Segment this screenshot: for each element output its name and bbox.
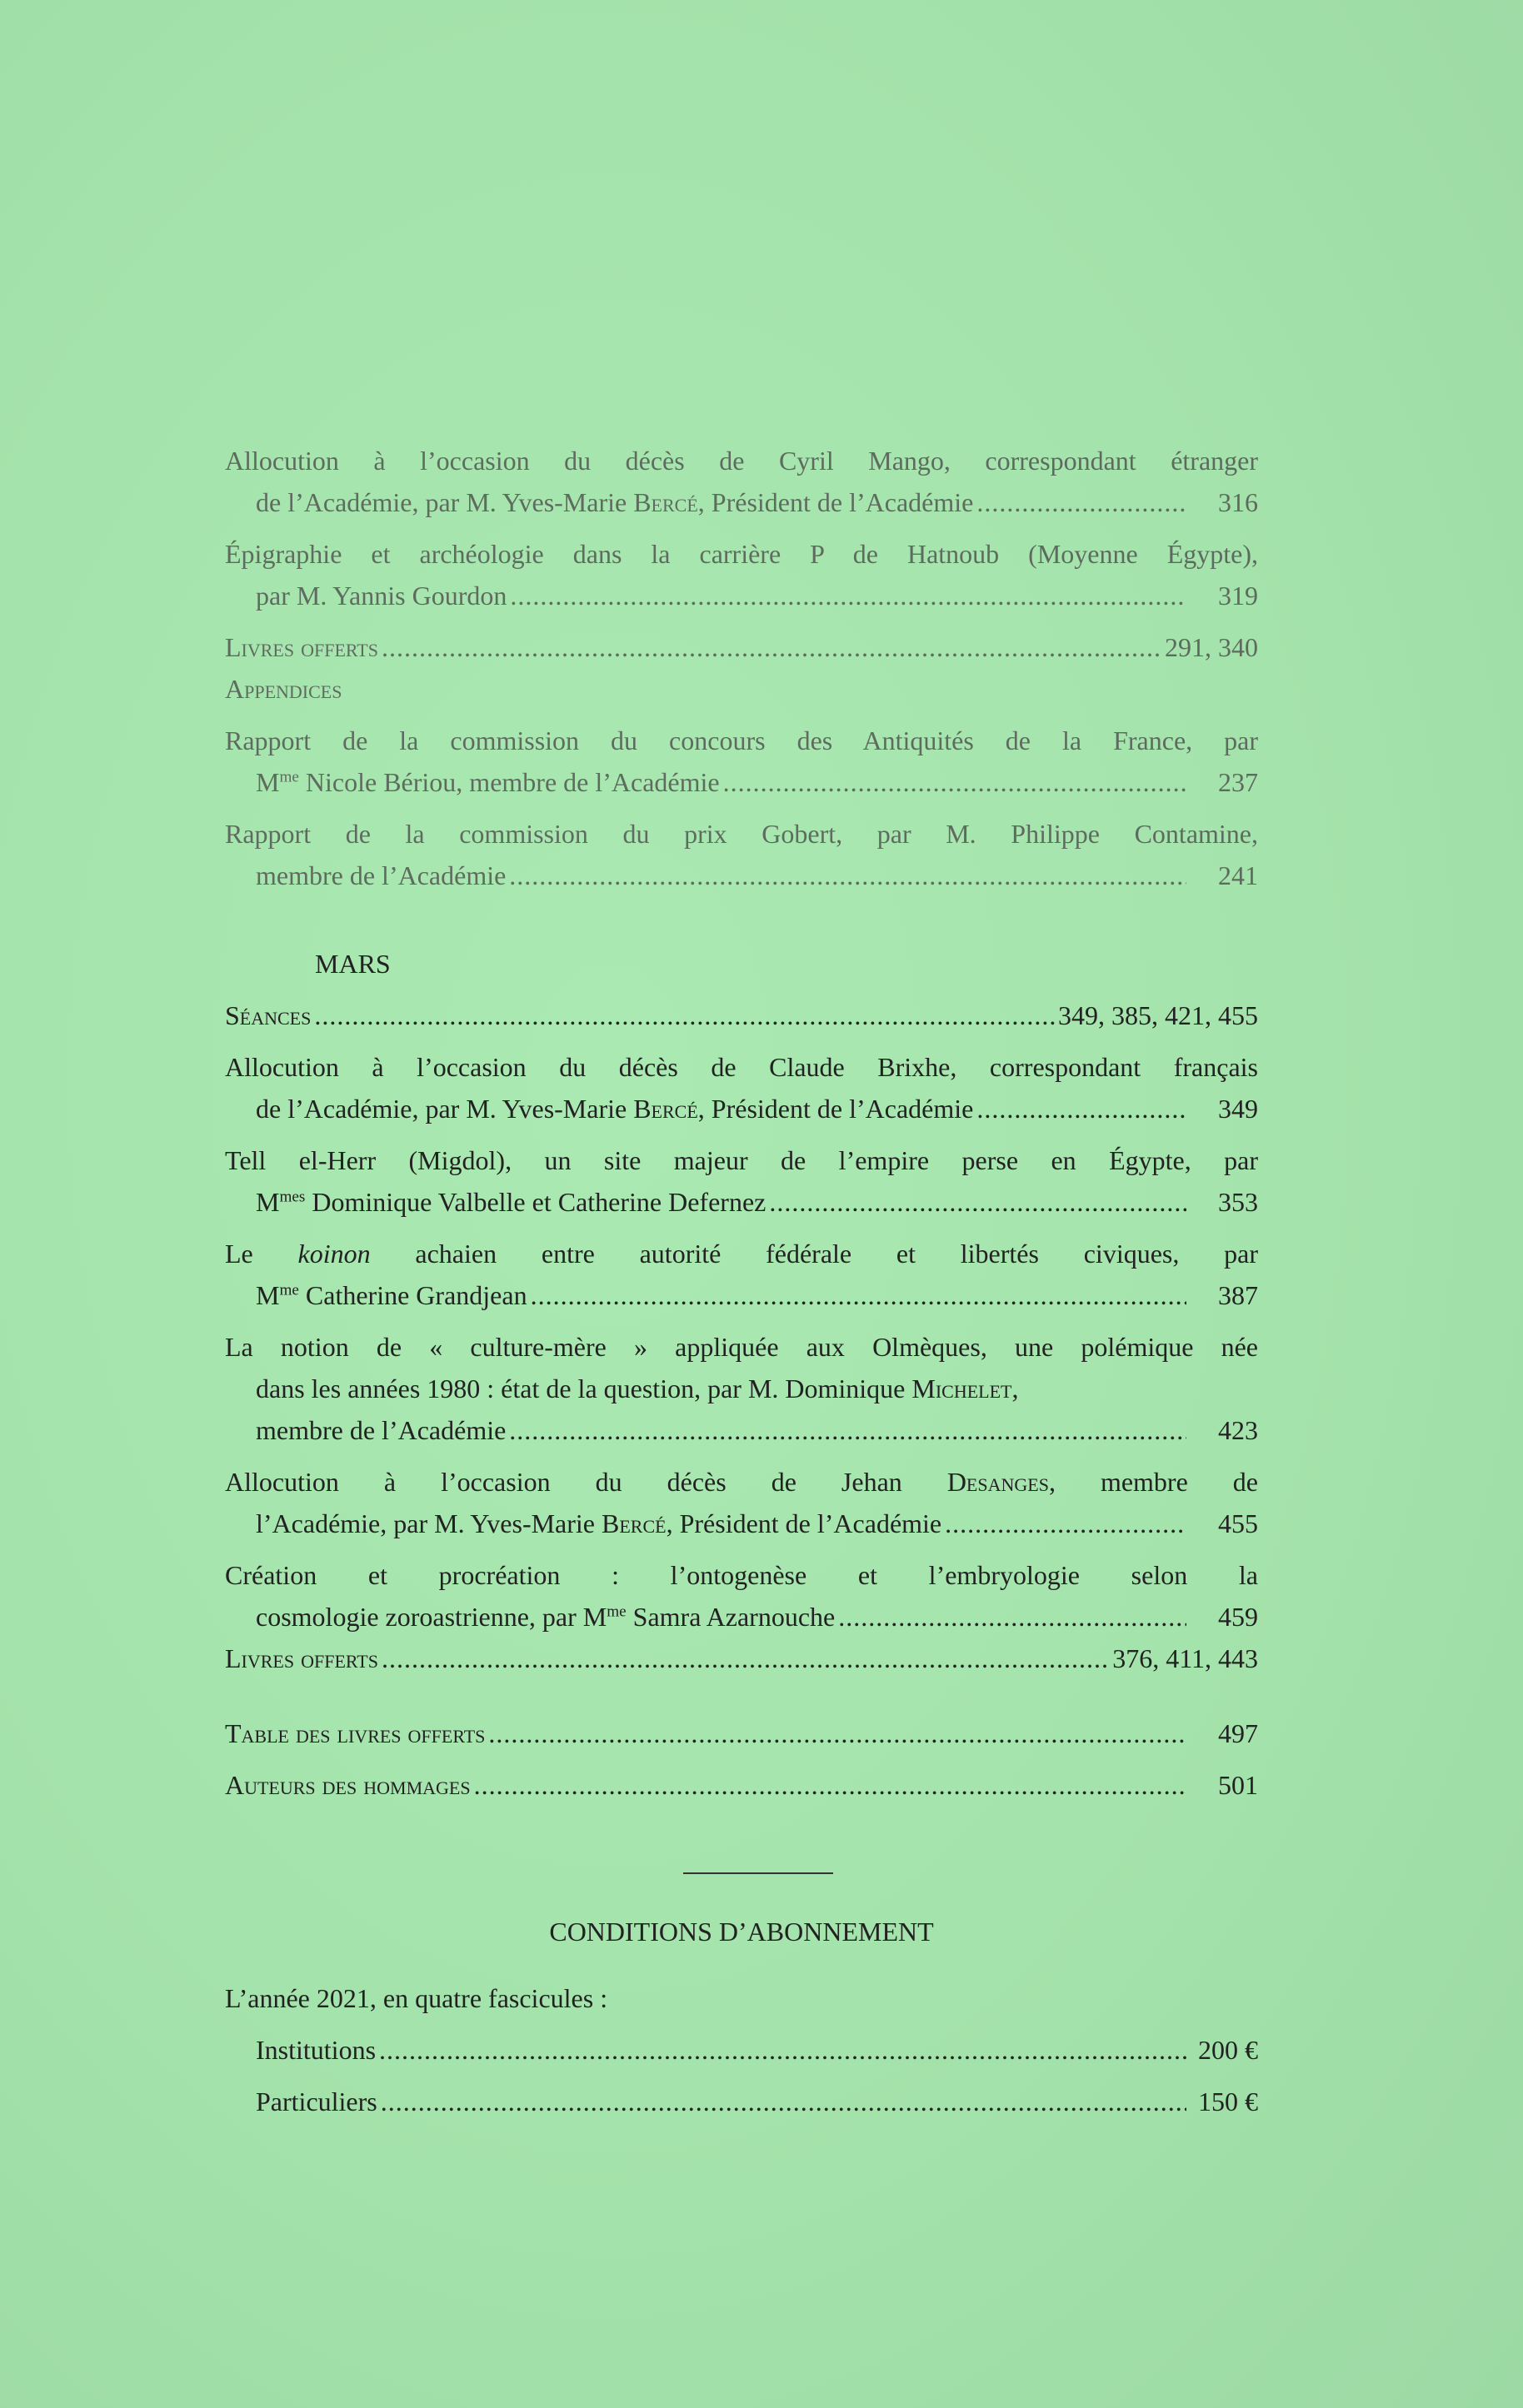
toc-livres-offerts-1 (225, 626, 1258, 668)
entry-text: cosmologie zoroastrienne, par $M^{me}$ Samra Azarnouche (256, 1602, 836, 1632)
section-label: Livres offerts (225, 1643, 378, 1673)
entry-leader-line (225, 855, 1258, 896)
subscription-intro (225, 1977, 1258, 2019)
page-number: 349, 385, 421, 455 (1058, 1000, 1258, 1030)
toc-livres-offerts-2 (225, 1638, 1258, 1679)
page-number: 497 (1218, 1718, 1258, 1748)
toc-auteurs-des-hommages (225, 1764, 1258, 1806)
section-label: Appendices (225, 674, 342, 704)
section-heading-mars: MARS (315, 949, 391, 979)
dot-leader (510, 575, 1186, 616)
subscription-price: 200 € (1198, 2035, 1258, 2065)
section-label: Livres offerts (225, 632, 378, 662)
entry-leader-line (225, 1088, 1258, 1129)
dot-leader (723, 761, 1186, 803)
subscription-institutions (225, 2029, 1258, 2071)
entry-leader-line (225, 2081, 1258, 2122)
entry-leader-line (225, 1181, 1258, 1223)
entry-leader-line (225, 1274, 1258, 1316)
entry-line: Création et procréation : l’ontogenèse et l’embryologie selon la (225, 1560, 1258, 1590)
entry-text: membre de l’Académie (256, 1415, 507, 1445)
dot-leader (314, 995, 1055, 1036)
conditions-heading: CONDITIONS D’ABONNEMENT (549, 1917, 934, 1947)
dot-leader (474, 1764, 1186, 1806)
table-of-contents (225, 440, 1258, 2122)
toc-appendices (225, 668, 1258, 710)
entry-line: Rapport de la commission du concours des Antiquités de la France, par (225, 725, 1258, 755)
page-number: 241 (1218, 860, 1258, 890)
toc-entry-desanges (225, 1461, 1258, 1544)
entry-leader-line (225, 1409, 1258, 1451)
page-number: 501 (1218, 1770, 1258, 1800)
entry-line: Le koinon achaien entre autorité fédérale et libertés civiques, par (225, 1239, 1259, 1269)
subscription-price: 150 € (1198, 2086, 1258, 2116)
toc-entry-tell-el-herr (225, 1139, 1258, 1223)
page-number: 316 (1218, 487, 1258, 517)
entry-line: Épigraphie et archéologie dans la carrière P de Hatnoub (Moyenne Égypte), (225, 539, 1258, 569)
entry-leader-line (225, 1596, 1258, 1638)
entry-line: La notion de « culture-mère » appliquée aux Olmèques, une polémique née (225, 1332, 1258, 1362)
page-number: 455 (1218, 1508, 1258, 1538)
toc-entry-mango (225, 440, 1258, 523)
dot-leader (769, 1181, 1186, 1223)
toc-table-livres-offerts (225, 1713, 1258, 1754)
entry-leader-line (225, 481, 1258, 523)
entry-text: $M^{me}$ Nicole Bériou, membre de l’Académie (256, 767, 720, 797)
entry-text: $M^{mes}$ Dominique Valbelle et Catherine Defernez (256, 1187, 766, 1217)
section-label: Auteurs des hommages (225, 1770, 471, 1800)
toc-entry-koinon (225, 1233, 1258, 1316)
entry-line: Tell el-Herr (Migdol), un site majeur de l’empire perse en Égypte, par (225, 1145, 1258, 1175)
toc-entry-olmeques (225, 1326, 1258, 1451)
dot-leader (976, 481, 1186, 523)
entry-text: de l’Académie, par M. Yves-Marie Bercé, Président de l’Académie (256, 1094, 974, 1124)
entry-leader-line (225, 1503, 1258, 1544)
toc-entry-gourdon (225, 533, 1258, 616)
page-number: 349 (1218, 1094, 1258, 1124)
dot-leader (945, 1503, 1186, 1544)
entry-leader-line (225, 1764, 1258, 1806)
page-number: 387 (1218, 1280, 1258, 1310)
entry-leader-line (225, 995, 1258, 1036)
section-label: Séances (225, 1000, 312, 1030)
entry-leader-line (225, 575, 1258, 616)
toc-seances (225, 995, 1258, 1036)
entry-line: Rapport de la commission du prix Gobert, par M. Philippe Contamine, (225, 819, 1258, 849)
subscription-particuliers (225, 2081, 1258, 2122)
entry-leader-line (225, 1713, 1258, 1754)
dot-leader (976, 1088, 1186, 1129)
dot-leader (509, 1409, 1186, 1451)
toc-entry-beriou (225, 720, 1258, 803)
dot-leader (382, 626, 1161, 668)
entry-line: dans les années 1980 : état de la question, par M. Dominique Michelet, (256, 1374, 1019, 1403)
page-number: 353 (1218, 1187, 1258, 1217)
toc-entry-azarnouche (225, 1554, 1258, 1638)
page-number: 376, 411, 443 (1112, 1643, 1258, 1673)
section-divider (683, 1872, 833, 1874)
entry-leader-line (225, 2029, 1258, 2071)
dot-leader (382, 1638, 1109, 1679)
dot-leader (531, 1274, 1186, 1316)
page-number: 319 (1218, 581, 1258, 611)
intro-text: L’année 2021, en quatre fascicules : (225, 1983, 608, 2013)
dot-leader (381, 2081, 1186, 2122)
entry-leader-line (225, 761, 1258, 803)
entry-line: Allocution à l’occasion du décès de Claude Brixhe, correspondant français (225, 1052, 1258, 1082)
entry-text: $M^{me}$ Catherine Grandjean (256, 1280, 527, 1310)
toc-entry-brixhe (225, 1046, 1258, 1129)
entry-text: de l’Académie, par M. Yves-Marie Bercé, Président de l’Académie (256, 487, 974, 517)
entry-line: Allocution à l’occasion du décès de Cyril Mango, correspondant étranger (225, 446, 1258, 476)
page-number: 237 (1218, 767, 1258, 797)
subscription-label: Particuliers (256, 2086, 377, 2116)
toc-entry-gobert (225, 813, 1258, 896)
entry-leader-line (225, 626, 1258, 668)
dot-leader (838, 1596, 1186, 1638)
subscription-label: Institutions (256, 2035, 377, 2065)
page-number: 291, 340 (1165, 632, 1258, 662)
entry-text: l’Académie, par M. Yves-Marie Bercé, Président de l’Académie (256, 1508, 942, 1538)
dot-leader (379, 2029, 1186, 2071)
dot-leader (509, 855, 1186, 896)
entry-line: Allocution à l’occasion du décès de Jehan Desanges, membre de (225, 1467, 1259, 1497)
section-label: Table des livres offerts (225, 1718, 486, 1748)
entry-text: par M. Yannis Gourdon (256, 581, 507, 611)
page-number: 459 (1218, 1602, 1258, 1632)
entry-leader-line (225, 1638, 1258, 1679)
entry-text: membre de l’Académie (256, 860, 507, 890)
page-number: 423 (1218, 1415, 1258, 1445)
dot-leader (488, 1713, 1186, 1754)
